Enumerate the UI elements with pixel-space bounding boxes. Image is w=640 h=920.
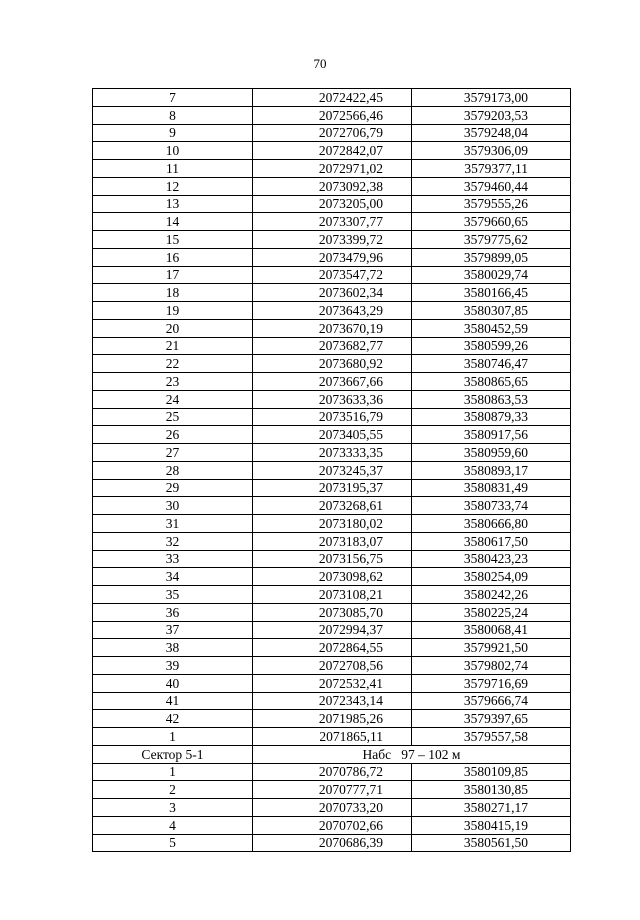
point-number: 12	[93, 177, 253, 195]
coordinate-y: 3580733,74	[412, 497, 571, 515]
table-row	[93, 515, 571, 533]
coordinate-y: 3580452,59	[412, 319, 571, 337]
table-row	[93, 497, 571, 515]
coordinate-y: 3580599,26	[412, 337, 571, 355]
coordinate-x: 2073399,72	[253, 231, 412, 249]
coordinate-x: 2073682,77	[253, 337, 412, 355]
coordinate-y: 3579802,74	[412, 657, 571, 675]
table-row	[93, 781, 571, 799]
table-row	[93, 248, 571, 266]
point-number: 30	[93, 497, 253, 515]
coordinate-x: 2073098,62	[253, 568, 412, 586]
coordinate-y: 3579666,74	[412, 692, 571, 710]
coordinate-x: 2072566,46	[253, 106, 412, 124]
point-number: 10	[93, 142, 253, 160]
coordinate-y: 3579460,44	[412, 177, 571, 195]
coordinate-x: 2073633,36	[253, 390, 412, 408]
coordinate-x: 2073195,37	[253, 479, 412, 497]
coordinate-y: 3580415,19	[412, 816, 571, 834]
coordinates-rows-before	[93, 89, 571, 746]
coordinate-x: 2073333,35	[253, 444, 412, 462]
point-number: 25	[93, 408, 253, 426]
table-row	[93, 284, 571, 302]
coordinate-x: 2070777,71	[253, 781, 412, 799]
coordinate-x: 2070733,20	[253, 799, 412, 817]
point-number: 17	[93, 266, 253, 284]
coordinate-x: 2073092,38	[253, 177, 412, 195]
table-row	[93, 550, 571, 568]
point-number: 38	[93, 639, 253, 657]
table-row	[93, 639, 571, 657]
table-row	[93, 603, 571, 621]
coordinate-y: 3580893,17	[412, 461, 571, 479]
coordinate-y: 3580109,85	[412, 763, 571, 781]
coordinate-x: 2073180,02	[253, 515, 412, 533]
coordinate-x: 2073516,79	[253, 408, 412, 426]
table-row	[93, 834, 571, 852]
point-number: 1	[93, 763, 253, 781]
table-row	[93, 195, 571, 213]
point-number: 24	[93, 390, 253, 408]
point-number: 8	[93, 106, 253, 124]
coordinate-y: 3580271,17	[412, 799, 571, 817]
coordinate-y: 3579203,53	[412, 106, 571, 124]
point-number: 22	[93, 355, 253, 373]
point-number: 19	[93, 302, 253, 320]
coordinate-x: 2071865,11	[253, 728, 412, 746]
coordinate-x: 2071985,26	[253, 710, 412, 728]
coordinates-table	[92, 88, 571, 852]
table-row	[93, 461, 571, 479]
coordinate-y: 3579660,65	[412, 213, 571, 231]
table-row	[93, 124, 571, 142]
coordinate-x: 2073547,72	[253, 266, 412, 284]
table-row	[93, 408, 571, 426]
coordinate-x: 2073245,37	[253, 461, 412, 479]
table-row	[93, 816, 571, 834]
point-number: 33	[93, 550, 253, 568]
coordinate-x: 2073183,07	[253, 532, 412, 550]
coordinate-y: 3579899,05	[412, 248, 571, 266]
coordinate-y: 3580307,85	[412, 302, 571, 320]
coordinate-x: 2073156,75	[253, 550, 412, 568]
table-row	[93, 799, 571, 817]
point-number: 42	[93, 710, 253, 728]
table-row	[93, 355, 571, 373]
coordinate-x: 2073205,00	[253, 195, 412, 213]
point-number: 18	[93, 284, 253, 302]
coordinate-x: 2073680,92	[253, 355, 412, 373]
coordinate-y: 3580130,85	[412, 781, 571, 799]
section-value: Набс 97 – 102 м	[253, 745, 571, 763]
point-number: 39	[93, 657, 253, 675]
table-row	[93, 444, 571, 462]
section-header	[93, 745, 571, 763]
table-row	[93, 674, 571, 692]
point-number: 21	[93, 337, 253, 355]
coordinate-y: 3580166,45	[412, 284, 571, 302]
table-row	[93, 568, 571, 586]
point-number: 40	[93, 674, 253, 692]
coordinate-x: 2073602,34	[253, 284, 412, 302]
point-number: 37	[93, 621, 253, 639]
coordinate-y: 3580029,74	[412, 266, 571, 284]
point-number: 14	[93, 213, 253, 231]
coordinate-y: 3580617,50	[412, 532, 571, 550]
page-number: 70	[313, 56, 327, 71]
coordinate-y: 3580863,53	[412, 390, 571, 408]
table-row	[93, 302, 571, 320]
table-row	[93, 479, 571, 497]
table-row	[93, 710, 571, 728]
coordinate-y: 3580959,60	[412, 444, 571, 462]
coordinate-y: 3579557,58	[412, 728, 571, 746]
table-row	[93, 728, 571, 746]
table-row	[93, 213, 571, 231]
table-row	[93, 657, 571, 675]
coordinate-x: 2073307,77	[253, 213, 412, 231]
coordinate-y: 3579248,04	[412, 124, 571, 142]
table-row	[93, 89, 571, 107]
coordinate-y: 3580068,41	[412, 621, 571, 639]
table-row	[93, 142, 571, 160]
coordinate-y: 3579306,09	[412, 142, 571, 160]
coordinate-y: 3579775,62	[412, 231, 571, 249]
table-row	[93, 763, 571, 781]
point-number: 7	[93, 89, 253, 107]
coordinate-y: 3579397,65	[412, 710, 571, 728]
point-number: 26	[93, 426, 253, 444]
section-row	[93, 745, 571, 763]
table-row	[93, 160, 571, 178]
coordinate-y: 3580666,80	[412, 515, 571, 533]
coordinate-y: 3580254,09	[412, 568, 571, 586]
coordinate-y: 3579716,69	[412, 674, 571, 692]
table-row	[93, 390, 571, 408]
coordinate-x: 2073670,19	[253, 319, 412, 337]
coordinate-x: 2073479,96	[253, 248, 412, 266]
point-number: 2	[93, 781, 253, 799]
coordinate-y: 3580831,49	[412, 479, 571, 497]
coordinate-x: 2073085,70	[253, 603, 412, 621]
table-row	[93, 231, 571, 249]
coordinate-y: 3579173,00	[412, 89, 571, 107]
point-number: 16	[93, 248, 253, 266]
point-number: 3	[93, 799, 253, 817]
table-row	[93, 337, 571, 355]
table-row	[93, 177, 571, 195]
coordinate-x: 2070702,66	[253, 816, 412, 834]
coordinate-x: 2073108,21	[253, 586, 412, 604]
coordinate-y: 3580423,23	[412, 550, 571, 568]
coordinate-y: 3579921,50	[412, 639, 571, 657]
coordinate-y: 3579555,26	[412, 195, 571, 213]
table-row	[93, 621, 571, 639]
point-number: 23	[93, 373, 253, 391]
coordinate-y: 3579377,11	[412, 160, 571, 178]
coordinate-y: 3580865,65	[412, 373, 571, 391]
point-number: 28	[93, 461, 253, 479]
point-number: 5	[93, 834, 253, 852]
point-number: 1	[93, 728, 253, 746]
table-row	[93, 373, 571, 391]
coordinate-x: 2072994,37	[253, 621, 412, 639]
point-number: 20	[93, 319, 253, 337]
coordinate-x: 2073667,66	[253, 373, 412, 391]
point-number: 32	[93, 532, 253, 550]
table-row	[93, 266, 571, 284]
coordinate-x: 2072708,56	[253, 657, 412, 675]
coordinate-y: 3580561,50	[412, 834, 571, 852]
coordinate-x: 2072532,41	[253, 674, 412, 692]
coordinate-x: 2070786,72	[253, 763, 412, 781]
section-name: Сектор 5-1	[93, 745, 253, 763]
coordinate-y: 3580917,56	[412, 426, 571, 444]
coordinate-x: 2072422,45	[253, 89, 412, 107]
coordinate-y: 3580879,33	[412, 408, 571, 426]
coordinate-y: 3580225,24	[412, 603, 571, 621]
coordinate-x: 2072864,55	[253, 639, 412, 657]
point-number: 11	[93, 160, 253, 178]
coordinate-y: 3580242,26	[412, 586, 571, 604]
point-number: 27	[93, 444, 253, 462]
coordinate-x: 2073405,55	[253, 426, 412, 444]
coordinate-x: 2070686,39	[253, 834, 412, 852]
point-number: 15	[93, 231, 253, 249]
table-row	[93, 106, 571, 124]
point-number: 41	[93, 692, 253, 710]
point-number: 36	[93, 603, 253, 621]
coordinate-x: 2072971,02	[253, 160, 412, 178]
point-number: 9	[93, 124, 253, 142]
coordinate-y: 3580746,47	[412, 355, 571, 373]
table-row	[93, 426, 571, 444]
point-number: 4	[93, 816, 253, 834]
coordinates-rows-after	[93, 763, 571, 852]
table-row	[93, 692, 571, 710]
coordinate-x: 2072842,07	[253, 142, 412, 160]
point-number: 31	[93, 515, 253, 533]
point-number: 29	[93, 479, 253, 497]
coordinate-x: 2072706,79	[253, 124, 412, 142]
point-number: 35	[93, 586, 253, 604]
coordinate-x: 2073268,61	[253, 497, 412, 515]
coordinate-x: 2073643,29	[253, 302, 412, 320]
point-number: 13	[93, 195, 253, 213]
table-row	[93, 532, 571, 550]
coordinate-x: 2072343,14	[253, 692, 412, 710]
table-row	[93, 586, 571, 604]
point-number: 34	[93, 568, 253, 586]
table-row	[93, 319, 571, 337]
